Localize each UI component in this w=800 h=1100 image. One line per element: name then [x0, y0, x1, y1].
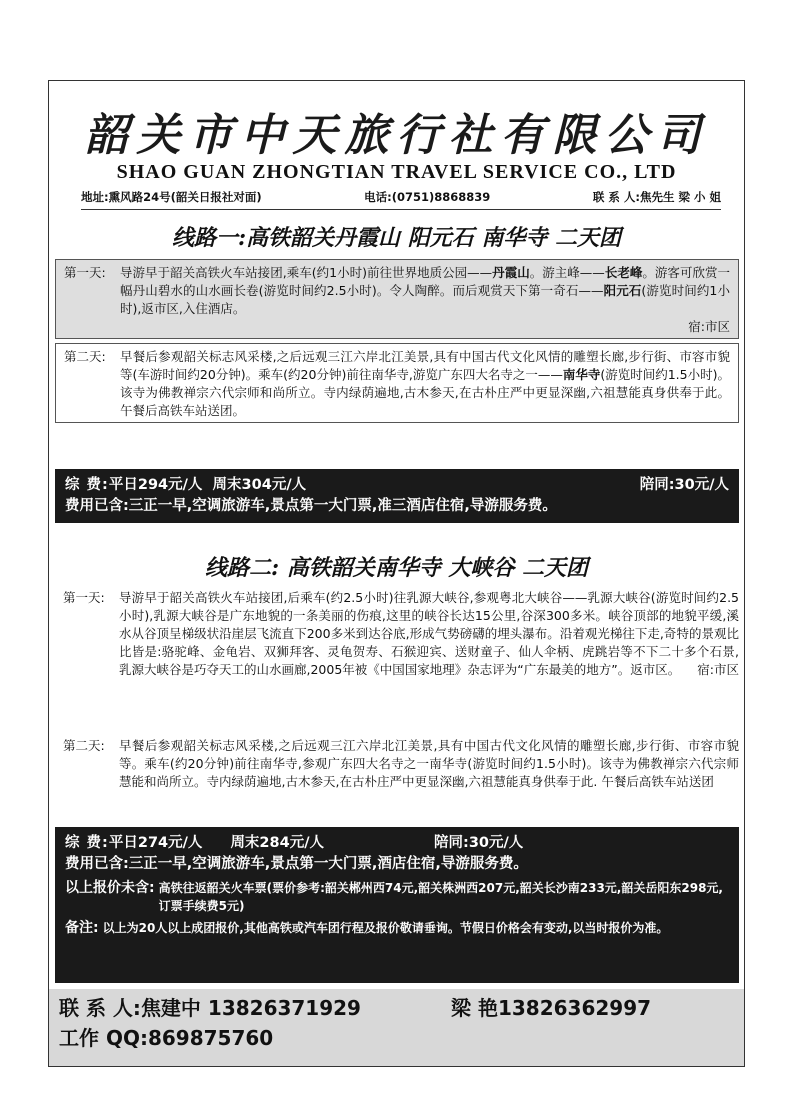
route2-fee-weekend: 周末284元/人 [230, 835, 325, 851]
route2-fee-included: 费用已含:三正一早,空调旅游车,景点第一大门票,酒店住宿,导游服务费。 [65, 856, 528, 872]
route2-remark-label: 备注: [65, 920, 99, 936]
footer-contact2: 梁 艳13826362997 [450, 996, 652, 1020]
route1-day1-box [55, 259, 739, 339]
route2-fee-label: 综 费: [65, 835, 109, 851]
company-contact-line [81, 189, 721, 205]
route2-day1-label: 第一天: [63, 590, 105, 605]
route1-fee-included: 费用已含:三正一早,空调旅游车,景点第一大门票,准三酒店住宿,导游服务费。 [65, 498, 557, 514]
company-name-cn: 韶关市中天旅行社有限公司 [84, 110, 709, 161]
route1-fee-box [55, 469, 739, 523]
footer-qq-label: 工作 QQ: [59, 1026, 148, 1050]
route1-fee-weekday: 平日294元/人 [108, 477, 203, 493]
header-divider [81, 209, 721, 210]
footer-contact-label: 联 系 人: [59, 996, 141, 1020]
route2-fee-weekday: 平日274元/人 [108, 835, 203, 851]
route2-fee-escort: 陪同:30元/人 [434, 835, 524, 851]
route2-title: 线路二: 高铁韶关南华寺 大峡谷 二天团 [204, 555, 589, 581]
route1-day2-box [55, 343, 739, 423]
route2-remark-text: 以上为20人以上成团报价,其他高铁或汽车团行程及报价敬请垂询。节假日价格会有变动,以当时报价为准。 [102, 921, 669, 935]
route2-excluded-label: 以上报价未含: [65, 880, 155, 896]
route1-day1-stay: 宿:市区 [688, 319, 730, 334]
footer-qq: 869875760 [147, 1026, 274, 1050]
route1-day2-label: 第二天: [64, 349, 106, 364]
route1-fee-weekend: 周末304元/人 [212, 477, 307, 493]
route1-fee-label: 综 费: [65, 477, 109, 493]
route2-excluded-text: 高铁往返韶关火车票(票价参考:韶关郴州西74元,韶关株洲西207元,韶关长沙南233元,韶关岳阳东298元,订票手续费5元) [158, 881, 723, 913]
footer-contact1: 焦建中 13826371929 [140, 996, 361, 1020]
company-name-en: SHAO GUAN ZHONGTIAN TRAVEL SERVICE CO., LTD [116, 161, 677, 183]
footer-contact-box [49, 989, 745, 1066]
route1-day2-text: 早餐后参观韶关标志风采楼,之后远观三江六岸北江美景,具有中国古代文化风情的雕塑长廊,步行街、市容市貌等(车游时间约20分钟)。乘车(约20分钟)前往南华寺,游览广东四大名寺之一——南华寺(游览时间约1.5小时)。该寺为佛教禅宗六代宗师和尚所立。寺内绿荫遍地,古木参天,在古朴庄严中更显深幽,六祖慧能真身供奉于此。午餐后高铁车站送团。 [120, 349, 730, 418]
company-contacts: 联 系 人:焦先生 梁 小 姐 [592, 190, 721, 204]
route2-day2 [63, 737, 739, 791]
route1-day1-label: 第一天: [64, 265, 106, 280]
route2-day1-stay: 宿:市区 [697, 662, 739, 677]
route2-day1 [63, 589, 739, 679]
route1-title: 线路一:高铁韶关丹霞山 阳元石 南华寺 二天团 [171, 225, 622, 251]
route2-day1-text: 导游早于韶关高铁火车站接团,后乘车(约2.5小时)往乳源大峡谷,参观粤北大峡谷——乳源大峡谷(游览时间约2.5小时),乳源大峡谷是广东地貌的一条美丽的伤痕,这里的峡谷长达15公里,谷深300多米。峡谷顶部的地貌平缓,溪水从谷顶呈梯级状沿崖层飞流直下200多米到达谷底,形成气势磅礴的埋头瀑布。沿着观光梯往下走,奇特的景观比比皆是:骆驼峰、金龟岩、双狮拜客、灵龟贺寿、石猴迎宾、送财童子、仙人伞柄、虎跳岩等不下二十多个石景,乳源大峡谷是巧夺天工的山水画廊,2005年被《中国国家地理》杂志评为“广东最美的地方”。返市区。 [119, 590, 739, 677]
route2-day2-label: 第二天: [63, 738, 105, 753]
flyer-frame [48, 80, 745, 1067]
route1-day1-text: 导游早于韶关高铁火车站接团,乘车(约1小时)前往世界地质公园——丹霞山。游主峰——长老峰。游客可欣赏一幅丹山碧水的山水画长卷(游览时间约2.5小时)。令人陶醉。而后观赏天下第一奇石——阳元石(游览时间约1小时),返市区,入住酒店。 [120, 265, 730, 316]
company-phone: 电话:(0751)8868839 [364, 190, 491, 204]
route1-fee-escort: 陪同:30元/人 [639, 477, 729, 493]
route2-fee-box [55, 827, 739, 983]
route2-day2-text: 早餐后参观韶关标志风采楼,之后远观三江六岸北江美景,具有中国古代文化风情的雕塑长廊,步行街、市容市貌等。乘车(约20分钟)前往南华寺,参观广东四大名寺之一南华寺(游览时间约1.5小时)。该寺为佛教禅宗六代宗师慧能和尚所立。寺内绿荫遍地,古木参天,在古朴庄严中更显深幽,六祖慧能真身供奉于此. 午餐后高铁车站送团 [119, 738, 739, 789]
company-address: 地址:熏风路24号(韶关日报社对面) [81, 190, 262, 204]
